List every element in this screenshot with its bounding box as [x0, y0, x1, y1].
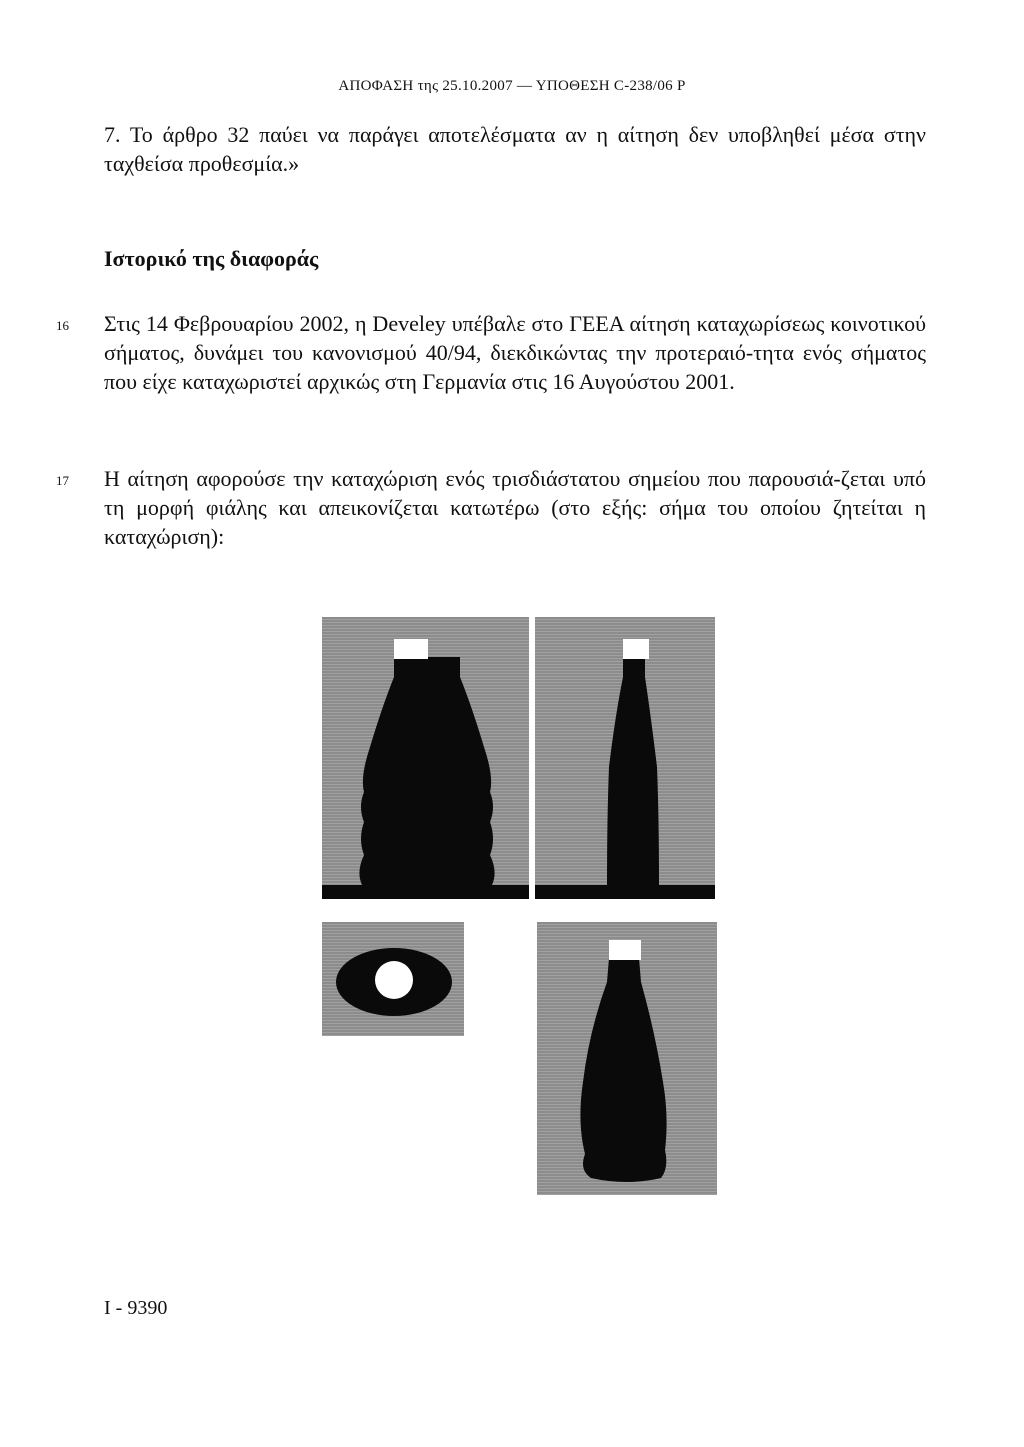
bottle-top-opening	[375, 961, 413, 999]
bottle-front-silhouette	[359, 657, 494, 885]
bottle-side-silhouette	[607, 657, 659, 885]
bottle-front-cap	[394, 639, 428, 659]
bottle-perspective-cap	[609, 940, 641, 960]
item-7-text: 7. Το άρθρο 32 παύει να παράγει αποτελέσματα αν η αίτηση δεν υποβληθεί μέσα στην ταχθείσα προθεσμία.»	[104, 122, 926, 176]
bottle-perspective-view	[537, 922, 717, 1195]
bottle-front-base-line	[322, 885, 529, 899]
bottle-top-view	[322, 922, 464, 1036]
paragraph-17: Η αίτηση αφορούσε την καταχώριση ενός τρισδιάστατου σημείου που παρουσιά-ζεται υπό τη μορφή φιάλης και απεικονίζεται κατωτέρω (στο εξής: σήμα του οποίου ζητείται η καταχώριση):	[104, 466, 926, 549]
bottle-side-view	[535, 617, 715, 899]
bottle-side-base-line	[535, 885, 715, 899]
bottle-front-view	[322, 617, 529, 899]
paragraph-number-16: 16	[56, 318, 69, 333]
paragraph-number-17: 17	[56, 473, 69, 488]
bottle-perspective-silhouette	[580, 958, 666, 1182]
running-header: ΑΠΟΦΑΣΗ της 25.10.2007 — ΥΠΟΘΕΣΗ C-238/06 P	[338, 78, 686, 94]
bottle-side-cap	[623, 639, 649, 659]
section-heading: Ιστορικό της διαφοράς	[104, 246, 319, 271]
paragraph-16: Στις 14 Φεβρουαρίου 2002, η Develey υπέβαλε στο ΓΕΕΑ αίτηση καταχωρίσεως κοινοτικού σήματος, δυνάμει του κανονισμού 40/94, διεκδικώντας την προτεραιό-τητα ενός σήματος που είχε καταχωριστεί αρχικώς στη Γερμανία στις 16 Αυγούστου 2001.	[104, 311, 926, 394]
page-number: I - 9390	[104, 1297, 168, 1319]
